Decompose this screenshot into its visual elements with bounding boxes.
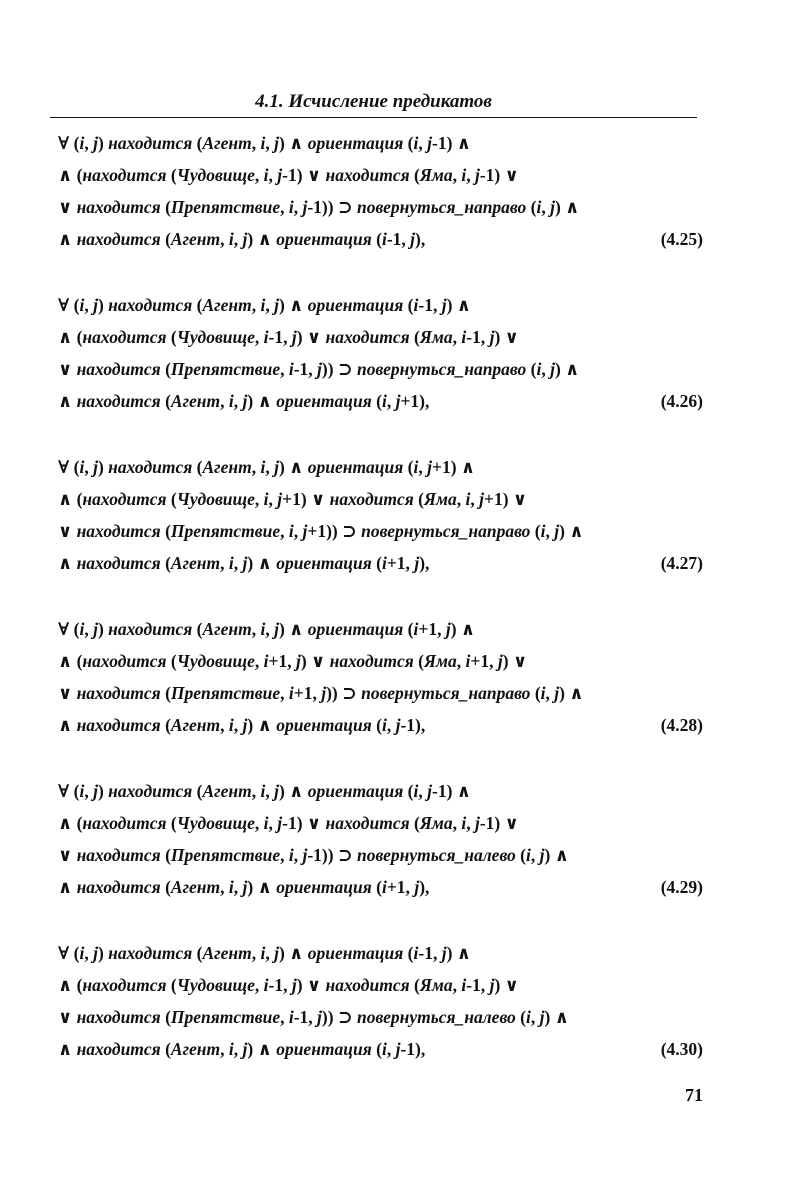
formula-line: ∧ (находится (Чудовище, i-1, j) ∨ находится (Яма, i-1, j) ∨ [58, 327, 519, 347]
equation-number: (4.28) [660, 715, 703, 735]
formula-line: ∧ (находится (Чудовище, i, j+1) ∨ находится (Яма, i, j+1) ∨ [58, 489, 528, 509]
formula-line: ∨ находится (Препятствие, i-1, j)) ⊃ повернуться_налево (i, j) ∧ [58, 1007, 569, 1027]
formula-line: ∀ (i, j) находится (Агент, i, j) ∧ ориентация (i, j-1) ∧ [58, 133, 471, 153]
formula-line: ∧ (находится (Чудовище, i, j-1) ∨ находится (Яма, i, j-1) ∨ [58, 813, 519, 833]
formula-line: ∨ находится (Препятствие, i-1, j)) ⊃ повернуться_направо (i, j) ∧ [58, 359, 580, 379]
formula-line: ∀ (i, j) находится (Агент, i, j) ∧ ориентация (i, j-1) ∧ [58, 781, 471, 801]
formula-line: ∧ находится (Агент, i, j) ∧ ориентация (i+1, j), [58, 877, 430, 897]
formula-line: ∨ находится (Препятствие, i, j+1)) ⊃ повернуться_направо (i, j) ∧ [58, 521, 584, 541]
equation-number: (4.29) [660, 877, 703, 897]
formula-line: ∨ находится (Препятствие, i+1, j)) ⊃ повернуться_направо (i, j) ∧ [58, 683, 584, 703]
formula-line: ∧ находится (Агент, i, j) ∧ ориентация (i, j-1), [58, 1039, 426, 1059]
formula-line: ∨ находится (Препятствие, i, j-1)) ⊃ повернуться_налево (i, j) ∧ [58, 845, 569, 865]
formula-line: ∀ (i, j) находится (Агент, i, j) ∧ ориентация (i+1, j) ∧ [58, 619, 476, 639]
formula-line: ∧ находится (Агент, i, j) ∧ ориентация (i-1, j), [58, 229, 426, 249]
formula-line: ∧ находится (Агент, i, j) ∧ ориентация (i, j+1), [58, 391, 430, 411]
header-rule [50, 117, 697, 118]
equation-number: (4.25) [660, 229, 703, 249]
page-number: 71 [685, 1085, 703, 1105]
formula-line: ∨ находится (Препятствие, i, j-1)) ⊃ повернуться_направо (i, j) ∧ [58, 197, 580, 217]
formula-line: ∀ (i, j) находится (Агент, i, j) ∧ ориентация (i-1, j) ∧ [58, 295, 471, 315]
formula-line: ∧ находится (Агент, i, j) ∧ ориентация (i, j-1), [58, 715, 426, 735]
equation-number: (4.26) [660, 391, 703, 411]
formula-line: ∧ (находится (Чудовище, i-1, j) ∨ находится (Яма, i-1, j) ∨ [58, 975, 519, 995]
formula-line: ∧ (находится (Чудовище, i+1, j) ∨ находится (Яма, i+1, j) ∨ [58, 651, 528, 671]
formula-line: ∧ (находится (Чудовище, i, j-1) ∨ находится (Яма, i, j-1) ∨ [58, 165, 519, 185]
formula-line: ∧ находится (Агент, i, j) ∧ ориентация (i+1, j), [58, 553, 430, 573]
equation-number: (4.30) [660, 1039, 703, 1059]
formula-line: ∀ (i, j) находится (Агент, i, j) ∧ ориентация (i, j+1) ∧ [58, 457, 476, 477]
formula-line: ∀ (i, j) находится (Агент, i, j) ∧ ориентация (i-1, j) ∧ [58, 943, 471, 963]
equation-number: (4.27) [660, 553, 703, 573]
running-header: 4.1. Исчисление предикатов [255, 91, 492, 112]
